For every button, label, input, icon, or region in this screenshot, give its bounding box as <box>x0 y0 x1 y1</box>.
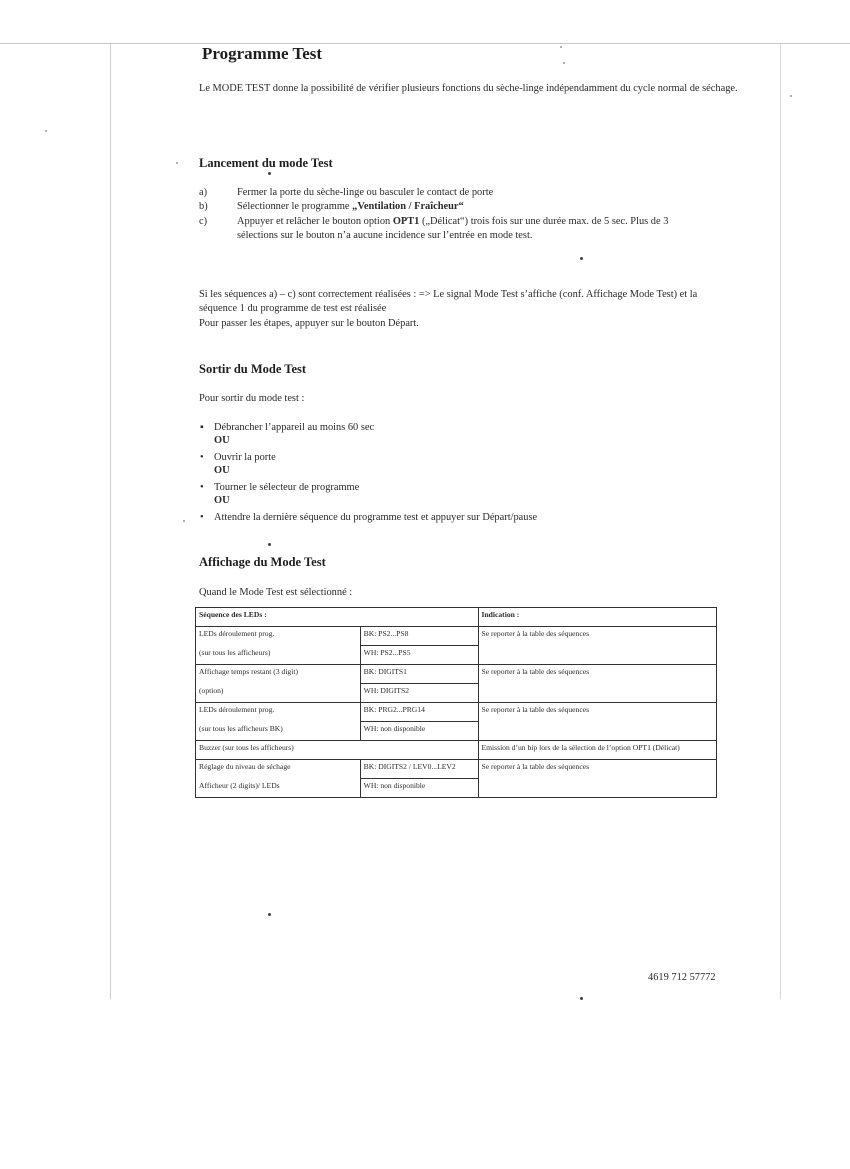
page-title: Programme Test <box>202 44 323 63</box>
step-text: Sélectionner le programme „Ventilation / Fraîcheur“ <box>237 201 464 212</box>
scan-edge-line <box>0 43 850 44</box>
table-row <box>196 760 717 779</box>
document-code: 4619 712 57772 <box>648 972 716 983</box>
step-label: b) <box>199 201 208 212</box>
step-text: Appuyer et relâcher le bouton option OPT1 („Délicat“) trois fois sur une durée max. de 5 sec. Plus de 3 sélections sur le bouton n’a aucune incidence sur l’entrée en mode test. <box>237 216 669 241</box>
row-indication: Se reporter à la table des séquences <box>478 703 717 741</box>
row-label: Afficheur (2 digits)/ LEDs <box>196 779 361 798</box>
exit-intro: Pour sortir du mode test : <box>199 393 305 404</box>
header-indication: Indication : <box>478 608 717 627</box>
row-label: (sur tous les afficheurs BK) <box>196 722 361 741</box>
scan-speck <box>790 95 792 97</box>
scan-speck <box>268 543 271 546</box>
row-value: BK: DIGITS1 <box>360 665 478 684</box>
row-value: WH: non disponible <box>360 779 478 798</box>
intro-paragraph: Le MODE TEST donne la possibilité de vérifier plusieurs fonctions du sèche-linge indépendamment du cycle normal de séchage. <box>199 83 738 94</box>
row-label: LEDs déroulement prog. <box>196 703 361 722</box>
step-text: Fermer la porte du sèche-linge ou basculer le contact de porte <box>237 187 494 198</box>
exit-heading: Sortir du Mode Test <box>199 362 307 376</box>
row-label: (option) <box>196 684 361 703</box>
led-sequence-table <box>195 607 717 798</box>
row-label: Réglage du niveau de séchage <box>196 760 361 779</box>
scan-speck <box>560 46 562 48</box>
scan-speck <box>176 162 178 164</box>
display-heading: Affichage du Mode Test <box>199 555 326 569</box>
launch-heading: Lancement du mode Test <box>199 156 333 170</box>
table-row <box>196 703 717 722</box>
display-intro: Quand le Mode Test est sélectionné : <box>199 587 353 598</box>
scan-margin-left <box>110 44 111 999</box>
scan-margin-right <box>780 44 781 999</box>
row-label: Affichage temps restant (3 digit) <box>196 665 361 684</box>
scan-speck <box>563 62 565 64</box>
scan-speck <box>268 913 271 916</box>
launch-next-step-note: Pour passer les étapes, appuyer sur le bouton Départ. <box>199 318 419 329</box>
or-separator: OU <box>214 435 230 446</box>
row-value: WH: PS2...PS5 <box>360 646 478 665</box>
scan-speck <box>268 172 271 175</box>
table-row <box>196 627 717 646</box>
row-label: (sur tous les afficheurs) <box>196 646 361 665</box>
row-indication: Se reporter à la table des séquences <box>478 760 717 798</box>
table-row <box>196 741 717 760</box>
row-value: BK: PS2...PS8 <box>360 627 478 646</box>
step-label: c) <box>199 216 208 227</box>
bullet-icon: ▪ <box>200 422 204 433</box>
row-indication: Se reporter à la table des séquences <box>478 665 717 703</box>
or-separator: OU <box>214 495 230 506</box>
scan-speck <box>580 997 583 1000</box>
scan-speck <box>580 257 583 260</box>
scan-speck <box>45 130 47 132</box>
launch-result: Si les séquences a) – c) sont correctement réalisées : => Le signal Mode Test s’affiche (conf. Affichage Mode Test) et la séquence 1 du programme de test est réalisée <box>199 289 698 314</box>
row-value: BK: DIGITS2 / LEV0...LEV2 <box>360 760 478 779</box>
row-indication: Emission d’un bip lors de la sélection de l’option OPT1 (Délicat) <box>478 741 717 760</box>
row-value: BK: PRG2...PRG14 <box>360 703 478 722</box>
bullet-icon: • <box>200 452 204 463</box>
table-row <box>196 665 717 684</box>
table-header-row <box>196 608 717 627</box>
scan-speck <box>183 520 185 522</box>
bullet-icon: • <box>200 482 204 493</box>
or-separator: OU <box>214 465 230 476</box>
bullet-icon: • <box>200 512 204 523</box>
row-indication: Se reporter à la table des séquences <box>478 627 717 665</box>
row-value: WH: non disponible <box>360 722 478 741</box>
header-sequence: Séquence des LEDs : <box>196 608 479 627</box>
row-value: WH: DIGITS2 <box>360 684 478 703</box>
row-label: Buzzer (sur tous les afficheurs) <box>196 741 479 760</box>
row-label: LEDs déroulement prog. <box>196 627 361 646</box>
step-label: a) <box>199 187 208 198</box>
